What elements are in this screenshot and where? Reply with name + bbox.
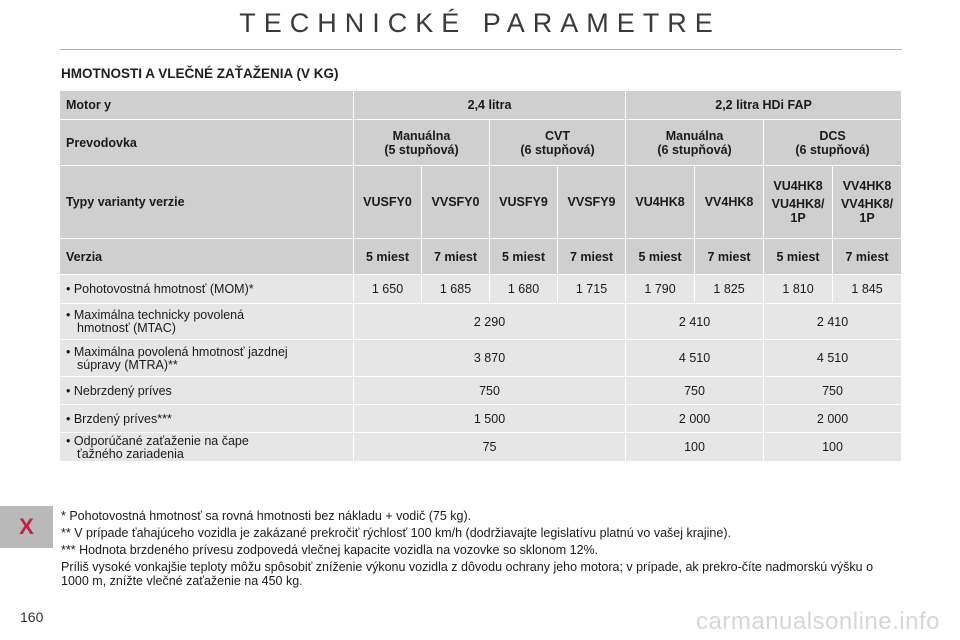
- value-cell: 1 845: [833, 275, 902, 304]
- row-label: • Nebrzdený príves: [60, 377, 354, 405]
- version-cell: 5 miest: [490, 239, 558, 275]
- value-cell: 2 410: [764, 304, 902, 340]
- gearbox-row: [60, 120, 902, 166]
- value-cell: 100: [764, 433, 902, 462]
- version-cell: 7 miest: [422, 239, 490, 275]
- value-cell: 1 500: [354, 405, 626, 433]
- gearbox-speeds: (6 stupňová): [520, 142, 595, 157]
- row-label-line: • Maximálna povolená hmotnosť jazdnej: [66, 344, 288, 359]
- version-cell: 5 miest: [354, 239, 422, 275]
- value-cell: 2 410: [626, 304, 764, 340]
- version-cell: 7 miest: [695, 239, 764, 275]
- variant-cell: VVSFY0: [422, 166, 490, 239]
- page-number: 160: [20, 609, 44, 625]
- watermark: carmanualsonline.info: [696, 608, 940, 635]
- engine-petrol: 2,4 litra: [354, 91, 626, 120]
- variant-cell: VVSFY9: [558, 166, 626, 239]
- variant-suffix: 1P: [790, 211, 806, 225]
- variant-cell-split: [764, 166, 833, 239]
- title-divider: [60, 49, 902, 50]
- value-cell: 750: [626, 377, 764, 405]
- section-heading: HMOTNOSTI A VLEČNÉ ZAŤAŽENIA (V KG): [61, 66, 339, 81]
- row-label: • Pohotovostná hmotnosť (MOM)*: [60, 275, 354, 304]
- gearbox-type: CVT: [545, 128, 571, 143]
- footnote: * Pohotovostná hmotnosť sa rovná hmotnosti bez nákladu + vodič (75 kg).: [61, 509, 472, 523]
- value-cell: 1 680: [490, 275, 558, 304]
- value-cell: 1 650: [354, 275, 422, 304]
- variant-code: VV4HK8/: [840, 197, 894, 211]
- row-label-line: • Maximálna technicky povolená: [66, 308, 245, 322]
- row-label-line: • Odporúčané zaťaženie na čape: [66, 433, 249, 448]
- table-row-mtra: [60, 340, 902, 377]
- variant-cell: VUSFY0: [354, 166, 422, 239]
- table-row-braked: [60, 405, 902, 433]
- value-cell: 1 825: [695, 275, 764, 304]
- table-row-hitch: [60, 433, 902, 462]
- version-cell: 5 miest: [626, 239, 695, 275]
- variant-code: VV4HK8: [842, 179, 892, 193]
- footnote: ** V prípade ťahajúceho vozidla je zakázané prekročiť rýchlosť 100 km/h (dodržiavajte legislatívu platnú vo vašej krajine).: [61, 526, 731, 540]
- variant-cell: VU4HK8: [626, 166, 695, 239]
- footnotes: [61, 509, 901, 591]
- value-cell: 750: [354, 377, 626, 405]
- value-cell: 2 000: [626, 405, 764, 433]
- gearbox-cell: [490, 120, 626, 166]
- value-cell: 1 810: [764, 275, 833, 304]
- version-cell: 7 miest: [558, 239, 626, 275]
- engine-label: Motor y: [60, 91, 354, 120]
- value-cell: 1 715: [558, 275, 626, 304]
- value-cell: 4 510: [764, 340, 902, 377]
- gearbox-label: Prevodovka: [60, 120, 354, 166]
- variant-cell-split: [833, 166, 902, 239]
- gearbox-speeds: (6 stupňová): [795, 142, 870, 157]
- gearbox-speeds: (5 stupňová): [384, 142, 459, 157]
- version-cell: 5 miest: [764, 239, 833, 275]
- value-cell: 4 510: [626, 340, 764, 377]
- row-label: [60, 433, 354, 462]
- table-row-unbraked: [60, 377, 902, 405]
- page-title: TECHNICKÉ PARAMETRE: [239, 8, 721, 38]
- version-label: Verzia: [60, 239, 354, 275]
- footnote: Príliš vysoké vonkajšie teploty môžu spôsobiť zníženie výkonu vozidla z dôvodu ochrany jeho motora; v prípade, ak prekro-číte nadmorskú výšku o 1000 m, znížte vlečné zaťaženie na 450 kg.: [61, 560, 874, 588]
- table-row-mom: [60, 275, 902, 304]
- chapter-marker: X: [0, 506, 53, 548]
- row-label-line: súpravy (MTRA)**: [77, 357, 178, 372]
- gearbox-speeds: (6 stupňová): [657, 142, 732, 157]
- value-cell: 75: [354, 433, 626, 462]
- version-row: [60, 239, 902, 275]
- value-cell: 100: [626, 433, 764, 462]
- variant-cell: VUSFY9: [490, 166, 558, 239]
- value-cell: 1 790: [626, 275, 695, 304]
- row-label: [60, 304, 354, 340]
- gearbox-cell: [626, 120, 764, 166]
- value-cell: 3 870: [354, 340, 626, 377]
- value-cell: 1 685: [422, 275, 490, 304]
- weights-table: [59, 90, 902, 462]
- row-label-line: hmotnosť (MTAC): [77, 321, 176, 335]
- footnote: *** Hodnota brzdeného prívesu zodpovedá vlečnej kapacite vozidla na vozovke so sklonom 12%.: [61, 543, 599, 557]
- variant-suffix: 1P: [859, 211, 875, 225]
- variant-code: VU4HK8/: [771, 197, 825, 211]
- variant-row: [60, 166, 902, 239]
- variant-code: VU4HK8: [773, 179, 823, 193]
- value-cell: 750: [764, 377, 902, 405]
- gearbox-cell: [354, 120, 490, 166]
- gearbox-type: Manuálna: [665, 128, 724, 143]
- variant-cell: VV4HK8: [695, 166, 764, 239]
- variant-label: Typy varianty verzie: [60, 166, 354, 239]
- table-row-mtac: [60, 304, 902, 340]
- row-label: • Brzdený príves***: [60, 405, 354, 433]
- version-cell: 7 miest: [833, 239, 902, 275]
- row-label-line: ťažného zariadenia: [77, 446, 184, 461]
- value-cell: 2 290: [354, 304, 626, 340]
- gearbox-type: DCS: [819, 128, 846, 143]
- gearbox-cell: [764, 120, 902, 166]
- gearbox-type: Manuálna: [392, 128, 451, 143]
- engine-diesel: 2,2 litra HDi FAP: [626, 91, 902, 120]
- row-label: [60, 340, 354, 377]
- value-cell: 2 000: [764, 405, 902, 433]
- engine-row: [60, 91, 902, 120]
